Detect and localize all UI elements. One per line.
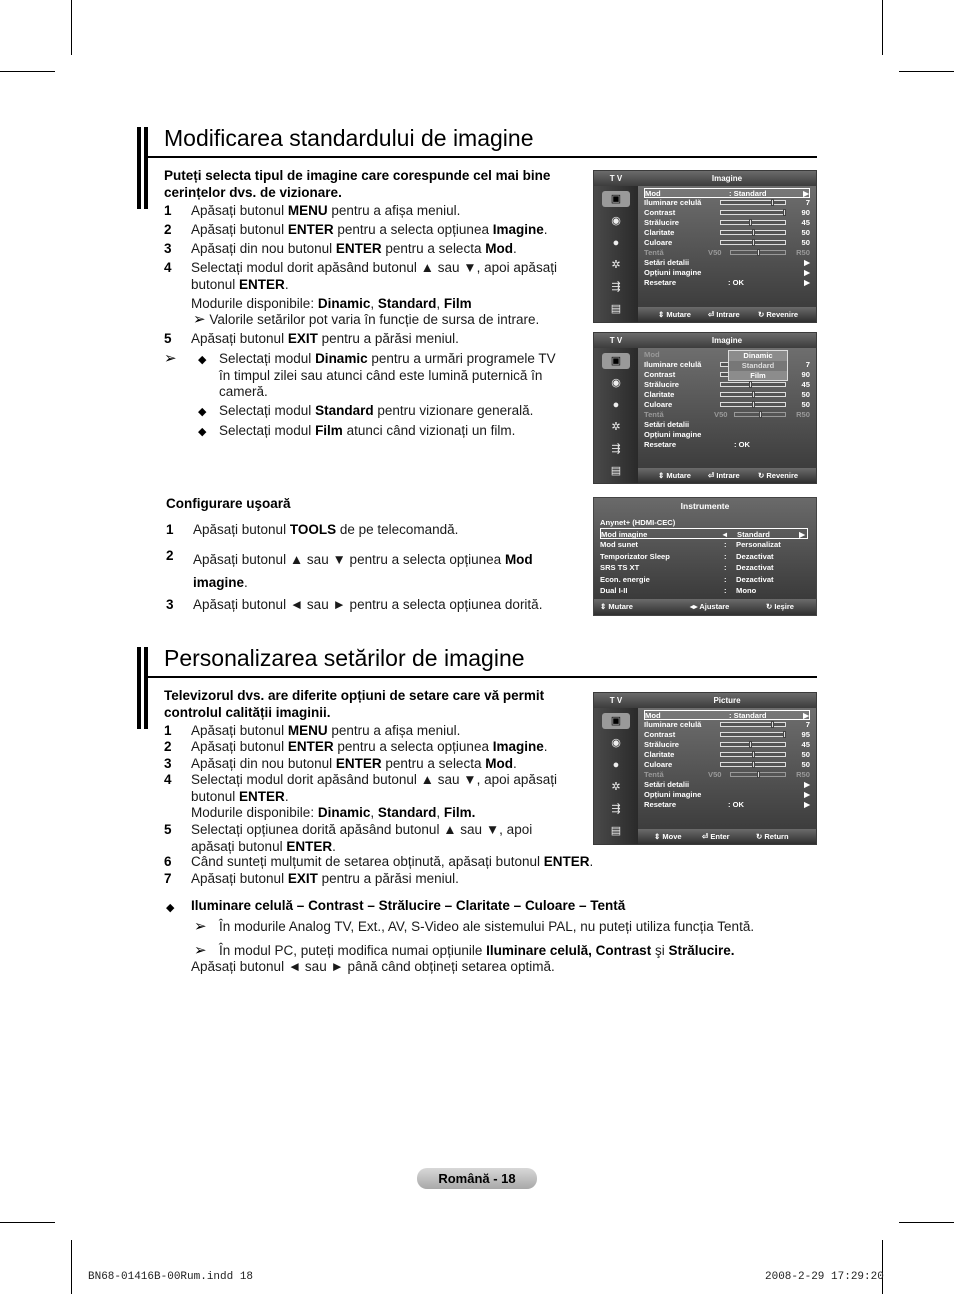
menu-row-backlight[interactable]: Iluminare celulă 7 [644, 198, 810, 207]
picture-icon: ▣ [602, 353, 630, 369]
menu-title: Imagine [711, 174, 743, 183]
step-number: 3 [166, 597, 174, 612]
enter-hint: ⏎ Intrare [708, 471, 740, 480]
menu-row-color[interactable]: Culoare 50 [644, 400, 810, 409]
menu-title: Picture [713, 696, 741, 705]
step-text: Apăsați din nou butonul ENTER pentru a selecta Mod. [191, 756, 517, 771]
step-text: Apăsați butonul EXIT pentru a părăsi meniul. [191, 331, 459, 346]
step-text: Selectați opțiunea dorită apăsând butonul ▲ sau ▼, apoi apăsați butonul ENTER. [191, 822, 533, 854]
bullet-text: Selectați modul Dinamic pentru a urmări programele TV în timpul zilei sau atunci când este lumină puternică în cameră. [219, 351, 556, 399]
tools-menu-screen [593, 497, 817, 616]
menu-row-mode[interactable]: Mod : Standard ▶ [645, 711, 809, 720]
tv-menu-screen-picture-en [593, 692, 817, 845]
bullet-diamond-icon: ◆ [198, 426, 207, 438]
tv-label: T V [609, 174, 623, 183]
step-text: Selectați modul dorit apăsând butonul ▲ sau ▼, apoi apăsați butonul ENTER. [191, 772, 557, 804]
tools-row-anynet[interactable]: Anynet+ (HDMI-CEC) [600, 518, 676, 527]
available-modes: Modurile disponibile: Dinamic, Standard, Film. [191, 805, 476, 820]
note: În modul PC, puteți modifica numai opțiunile Iluminare celulă, Contrast şi Strălucire. [219, 943, 735, 958]
tools-title: Instrumente [680, 501, 730, 511]
print-footer-file: BN68-01416B-00Rum.indd 18 [88, 1271, 254, 1283]
step-text: Selectați modul dorit apăsând butonul ▲ sau ▼, apoi apăsați butonul ENTER. [191, 260, 557, 292]
menu-footer [638, 468, 816, 483]
enter-hint: ⏎ Intrare [708, 310, 740, 319]
mode-option-standard[interactable]: Standard [729, 361, 787, 371]
note-arrow-icon: ➢ [164, 350, 177, 367]
easy-setup-title: Configurare uşoară [166, 496, 291, 511]
sound-icon: ◉ [611, 737, 621, 749]
tv-menu-screen-picture [593, 170, 817, 323]
tools-row-srs[interactable]: SRS TS XT : Dezactivat [600, 563, 774, 572]
input-icon: ⇶ [611, 803, 621, 815]
print-footer-date: 2008-2-29 17:29:20 [765, 1271, 884, 1283]
crop-mark [71, 0, 72, 55]
section-intro: Televizorul dvs. are diferite opțiuni de setare care vă permit controlul calității imaginii. [164, 688, 545, 720]
step-text: Când sunteți mulțumit de setarea obținută, apăsați butonul ENTER. [191, 854, 594, 869]
mode-popup[interactable] [728, 350, 788, 381]
menu-row-brightness[interactable]: Strălucire 45 [644, 740, 810, 749]
menu-row-picture-options[interactable]: Opțiuni imagine [644, 430, 702, 439]
step-text: Apăsați din nou butonul ENTER pentru a selecta Mod. [191, 241, 517, 256]
menu-row-tint[interactable]: Tentă V50 R50 [644, 770, 810, 779]
step-number: 7 [164, 871, 172, 886]
note-arrow-icon: ➢ [193, 311, 206, 328]
enter-hint: ⏎ Enter [702, 832, 730, 841]
mode-option-dynamic[interactable]: Dinamic [743, 351, 773, 360]
step-text: Apăsați butonul MENU pentru a afișa meniul. [191, 723, 461, 738]
menu-row-brightness[interactable]: Strălucire 45 [644, 218, 810, 227]
menu-row-color[interactable]: Culoare 50 [644, 760, 810, 769]
tv-label: T V [609, 336, 623, 345]
move-hint: ⇕ Mutare [600, 602, 633, 611]
menu-row-detail-settings[interactable]: Setări detalii ▶ [644, 258, 810, 267]
note-arrow-icon: ➢ [194, 918, 207, 935]
menu-row-reset[interactable]: Resetare : OK ▶ [644, 800, 810, 809]
crop-mark [0, 71, 55, 72]
bullet-diamond-icon: ◆ [198, 406, 207, 418]
section-rule [148, 156, 817, 158]
step-text: Apăsați butonul ENTER pentru a selecta opțiunea Imagine. [191, 222, 548, 237]
menu-footer [638, 307, 816, 322]
section-intro: Puteți selecta tipul de imagine care corespunde cel mai bine cerințelor dvs. de vizionare. [164, 168, 551, 200]
crop-mark [0, 1222, 55, 1223]
adjust-hint: ◂▸ Ajustare [690, 602, 730, 611]
exit-hint: ↻ Ieşire [766, 602, 794, 611]
step-number: 1 [166, 522, 174, 537]
support-icon: ▤ [610, 303, 622, 315]
note-arrow-icon: ➢ [194, 942, 207, 959]
bullet-diamond-icon: ◆ [198, 354, 207, 366]
menu-row-picture-options[interactable]: Opțiuni imagine ▶ [644, 790, 810, 799]
tv-label: T V [609, 696, 623, 705]
menu-row-contrast[interactable]: Contrast 90 [644, 208, 810, 217]
menu-row-tint[interactable]: Tentă V50 R50 [644, 248, 810, 257]
menu-row-backlight[interactable]: Iluminare celulă 7 [644, 360, 810, 369]
menu-row-detail-settings[interactable]: Setări detalii ▶ [644, 780, 810, 789]
step-number: 2 [164, 739, 172, 754]
move-hint: ⇕ Mutare [658, 471, 691, 480]
move-hint: ⇕ Mutare [658, 310, 691, 319]
bullet-text: Selectați modul Film atunci când vizionați un film. [219, 423, 516, 438]
picture-icon: ▣ [602, 191, 630, 207]
menu-row-brightness[interactable]: Strălucire 45 [644, 380, 810, 389]
input-icon: ⇶ [611, 443, 621, 455]
page-number: Română - 18 [417, 1168, 537, 1189]
step-number: 1 [164, 203, 172, 218]
tools-row-sound-mode[interactable]: Mod sunet : Personalizat [600, 540, 781, 549]
step-number: 4 [164, 772, 172, 787]
menu-row-backlight[interactable]: Iluminare celulă 7 [644, 720, 810, 729]
menu-sidebar [594, 708, 638, 844]
parameter-list: Iluminare celulă – Contrast – Strălucire – Claritate – Culoare – Tentă [191, 898, 626, 913]
menu-sidebar [594, 186, 638, 322]
step-number: 5 [164, 822, 172, 837]
step-text: Apăsați butonul TOOLS de pe telecomandă. [193, 522, 459, 537]
note-continued: Apăsați butonul ◄ sau ► până când obțineți setarea optimă. [191, 959, 555, 974]
step-number: 6 [164, 854, 172, 869]
setup-icon: ✲ [611, 259, 621, 271]
menu-row-detail-settings[interactable]: Setări detalii [644, 420, 690, 429]
menu-title: Imagine [711, 336, 743, 345]
tools-row-picture-mode[interactable]: Mod imagine ◄ Standard ▶ [600, 528, 808, 539]
tools-row-dual[interactable]: Dual I-II : Mono [600, 586, 757, 595]
return-hint: ↻ Revenire [758, 471, 799, 480]
menu-footer [638, 829, 816, 844]
step-number: 4 [164, 260, 172, 275]
menu-row-reset[interactable]: Resetare : OK [644, 440, 751, 449]
menu-sidebar [594, 348, 638, 483]
tools-footer [594, 599, 816, 615]
menu-row-sharpness[interactable]: Claritate 50 [644, 750, 810, 759]
menu-row-sharpness[interactable]: Claritate 50 [644, 390, 810, 399]
sound-icon: ◉ [611, 377, 621, 389]
step-text: Apăsați butonul ◄ sau ► pentru a selecta opțiunea dorită. [193, 597, 543, 612]
section-rule [148, 676, 817, 678]
menu-row-mode[interactable]: Mod [644, 350, 660, 359]
menu-row-mode[interactable]: Mod : Standard ▶ [645, 189, 809, 198]
tv-menu-screen-mode-popup [593, 332, 817, 484]
support-icon: ▤ [610, 825, 622, 837]
step-number: 5 [164, 331, 172, 346]
crop-mark [882, 0, 883, 55]
return-hint: ↻ Return [756, 832, 789, 841]
step-number: 3 [164, 756, 172, 771]
crop-mark [71, 1240, 72, 1294]
mode-option-film[interactable]: Film [750, 371, 766, 380]
step-number: 3 [164, 241, 172, 256]
step-text: Apăsați butonul ENTER pentru a selecta opțiunea Imagine. [191, 739, 548, 754]
bullet-diamond-icon: ◆ [166, 902, 175, 914]
support-icon: ▤ [610, 465, 622, 477]
menu-row-contrast[interactable]: Contrast 90 [644, 370, 810, 379]
step-number: 2 [164, 222, 172, 237]
input-icon: ⇶ [611, 281, 621, 293]
crop-mark [899, 71, 954, 72]
section-title: Personalizarea setărilor de imagine [164, 645, 525, 671]
setup-icon: ✲ [611, 421, 621, 433]
channel-icon: ● [612, 759, 620, 771]
menu-row-picture-options[interactable]: Opțiuni imagine ▶ [644, 268, 810, 277]
menu-row-reset[interactable]: Resetare : OK ▶ [644, 278, 810, 287]
channel-icon: ● [612, 237, 620, 249]
step-text: Apăsați butonul MENU pentru a afișa meniul. [191, 203, 461, 218]
return-hint: ↻ Revenire [758, 310, 799, 319]
step-number: 2 [166, 548, 174, 563]
setup-icon: ✲ [611, 781, 621, 793]
menu-row-color[interactable]: Culoare 50 [644, 238, 810, 247]
channel-icon: ● [612, 399, 620, 411]
crop-mark [882, 1240, 883, 1294]
menu-row-sharpness[interactable]: Claritate 50 [644, 228, 810, 237]
step-text: Apăsați butonul ▲ sau ▼ pentru a selecta opțiunea Mod imagine. [193, 552, 533, 590]
move-hint: ⇕ Move [654, 832, 682, 841]
menu-row-tint[interactable]: Tentă V50 R50 [644, 410, 810, 419]
note: ➢ Valorile setărilor pot varia în funcție de sursa de intrare. [193, 311, 540, 328]
menu-row-contrast[interactable]: Contrast 95 [644, 730, 810, 739]
tools-row-sleep-timer[interactable]: Temporizator Sleep : Dezactivat [600, 552, 774, 561]
step-number: 1 [164, 723, 172, 738]
note: În modurile Analog TV, Ext., AV, S-Video ale sistemului PAL, nu puteți utiliza funcția Tentă. [219, 919, 755, 934]
step-text: Apăsați butonul EXIT pentru a părăsi meniul. [191, 871, 459, 886]
bullet-text: Selectați modul Standard pentru vizionare generală. [219, 403, 534, 418]
available-modes: Modurile disponibile: Dinamic, Standard, Film [191, 296, 472, 311]
picture-icon: ▣ [602, 713, 630, 729]
tools-row-energy[interactable]: Econ. energie : Dezactivat [600, 575, 774, 584]
crop-mark [899, 1222, 954, 1223]
sound-icon: ◉ [611, 215, 621, 227]
section-title: Modificarea standardului de imagine [164, 125, 534, 151]
